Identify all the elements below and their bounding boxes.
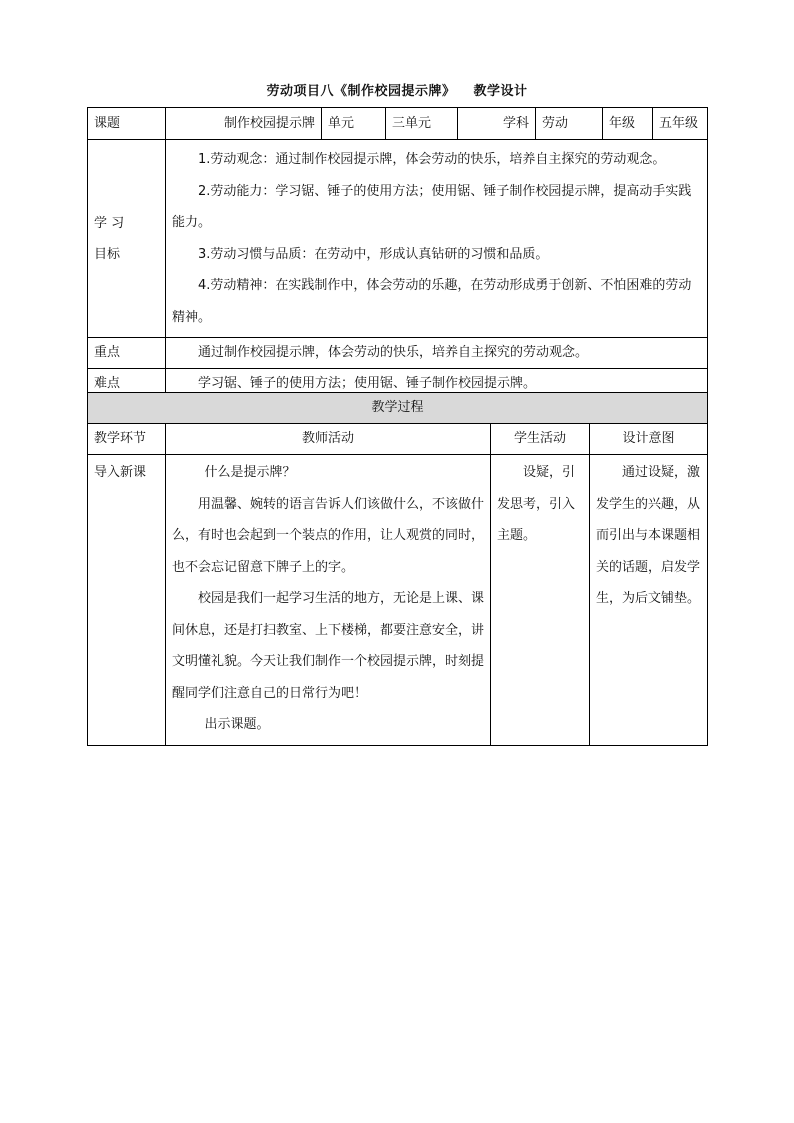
goals-label-line2: 目标 bbox=[94, 246, 121, 262]
process-row bbox=[88, 455, 708, 746]
design-intent-text: 通过设疑，激发学生的兴趣，从而引出与本课题相关的话题，启发学生，为后文铺垫。 bbox=[596, 465, 701, 606]
subject-value: 劳动 bbox=[536, 108, 603, 140]
student-activity-cell bbox=[491, 455, 590, 746]
topic-label: 课题 bbox=[88, 108, 166, 140]
topic-value: 制作校园提示牌 bbox=[166, 108, 322, 140]
unit-label: 单元 bbox=[322, 108, 386, 140]
document-title-main: 劳动项目八《制作校园提示牌》 bbox=[266, 84, 456, 99]
key-point-value bbox=[166, 338, 708, 369]
goal-item: 3.劳动习惯与品质：在劳动中，形成认真钻研的习惯和品质。 bbox=[198, 246, 549, 262]
process-header-row bbox=[88, 424, 708, 455]
goal-item: 2.劳动能力：学习锯、锤子的使用方法；使用锯、锤子制作校园提示牌，提高动手实践能力。 bbox=[172, 183, 692, 230]
student-activity-text: 设疑，引发思考，引入主题。 bbox=[497, 465, 576, 543]
difficulty-text: 学习锯、锤子的使用方法；使用锯、锤子制作校园提示牌。 bbox=[198, 376, 537, 391]
col-intent-header: 设计意图 bbox=[590, 424, 708, 455]
document-title-sub: 教学设计 bbox=[473, 84, 528, 99]
process-title-row bbox=[88, 393, 708, 424]
teacher-paragraph: 什么是提示牌？ bbox=[204, 465, 296, 480]
design-intent-cell bbox=[590, 455, 708, 746]
key-point-row bbox=[88, 338, 708, 369]
learning-goals-row bbox=[88, 140, 708, 338]
header-row bbox=[88, 108, 708, 140]
key-point-text: 通过制作校园提示牌，体会劳动的快乐，培养自主探究的劳动观念。 bbox=[198, 345, 589, 360]
lesson-plan-table bbox=[87, 107, 708, 400]
col-teacher-header: 教师活动 bbox=[166, 424, 491, 455]
stage-cell: 导入新课 bbox=[88, 455, 166, 746]
teacher-paragraph: 出示课题。 bbox=[204, 717, 270, 732]
process-table bbox=[87, 392, 708, 746]
document-title bbox=[0, 80, 794, 99]
goal-item: 4.劳动精神：在实践制作中，体会劳动的乐趣，在劳动形成勇于创新、不怕困难的劳动精神。 bbox=[172, 278, 692, 325]
learning-goals-content bbox=[166, 140, 708, 338]
unit-value: 三单元 bbox=[386, 108, 458, 140]
grade-value: 五年级 bbox=[653, 108, 708, 140]
difficulty-label: 难点 bbox=[88, 369, 166, 400]
goal-item: 1.劳动观念：通过制作校园提示牌，体会劳动的快乐，培养自主探究的劳动观念。 bbox=[198, 152, 666, 167]
grade-label: 年级 bbox=[603, 108, 653, 140]
teacher-paragraph: 校园是我们一起学习生活的地方，无论是上课、课间休息，还是打扫教室、上下楼梯，都要注意安全，讲文明懂礼貌。今天让我们制作一个校园提示牌，时刻提醒同学们注意自己的日常行为吧！ bbox=[172, 591, 485, 701]
key-point-label: 重点 bbox=[88, 338, 166, 369]
teacher-activity-cell bbox=[166, 455, 491, 746]
col-stage-header: 教学环节 bbox=[88, 424, 166, 455]
subject-label: 学科 bbox=[458, 108, 536, 140]
teacher-paragraph: 用温馨、婉转的语言告诉人们该做什么，不该做什么，有时也会起到一个装点的作用，让人观赏的同时，也不会忘记留意下牌子上的字。 bbox=[172, 496, 485, 575]
goals-label-line1: 学 习 bbox=[94, 215, 125, 231]
process-title: 教学过程 bbox=[88, 393, 708, 424]
learning-goals-label bbox=[88, 140, 166, 338]
col-student-header: 学生活动 bbox=[491, 424, 590, 455]
